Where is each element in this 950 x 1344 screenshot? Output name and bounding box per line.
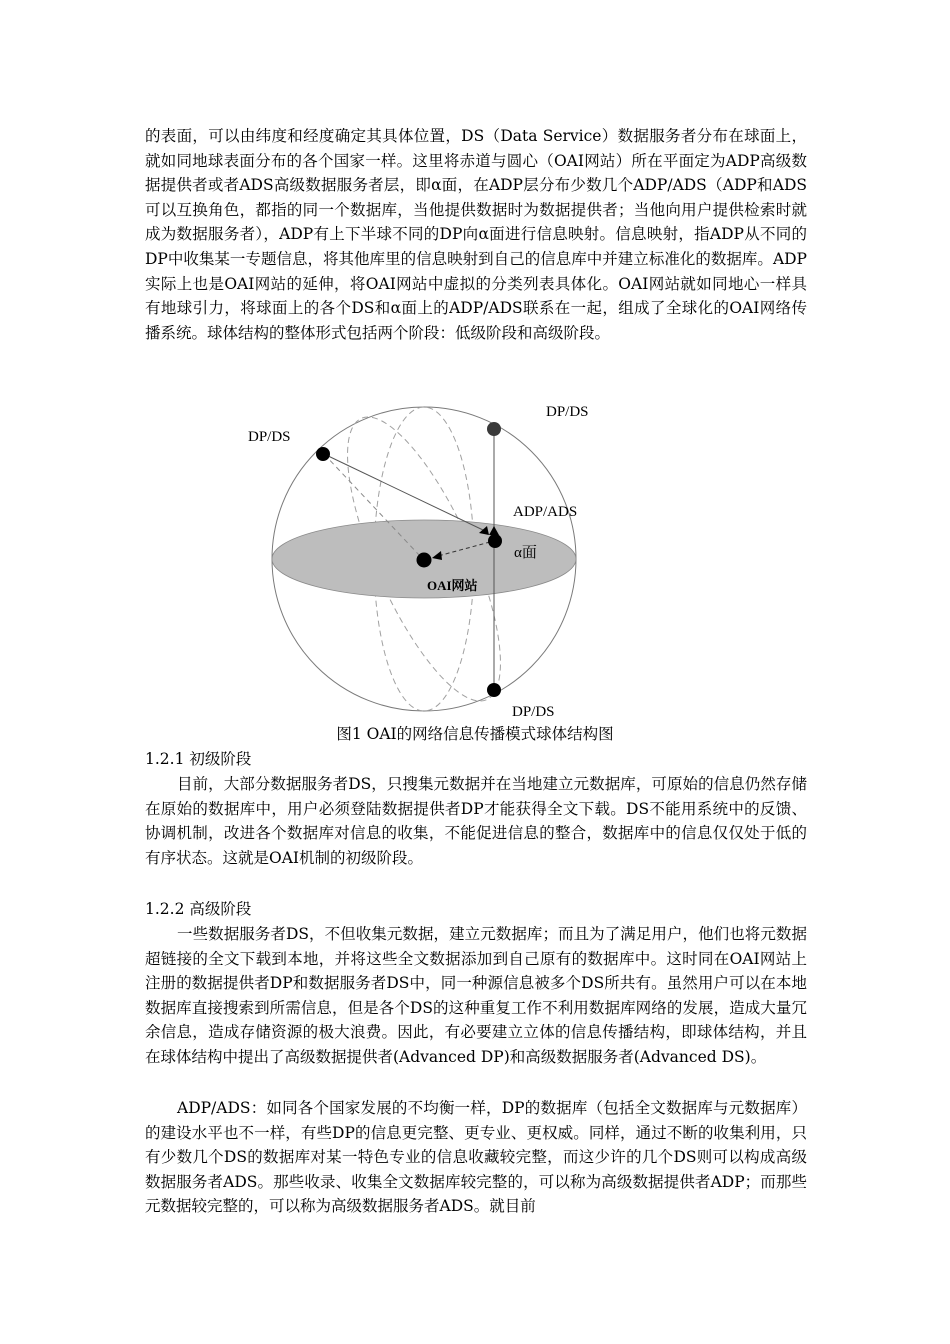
section-2-paragraph-2: ADP/ADS：如同各个国家发展的不均衡一样，DP的数据库（包括全文数据库与元数据库）的建设水平也不一样，有些DP的信息更完整、更专业、更权威。同样，通过不断的收集利用，只有少数几个DS的数据库对某一特色专业的信息收藏较完整，而这少许的几个DS则可以构成高级数据服务者ADS。那些收录、收集全文数据库较完整的，可以称为高级数据提供者ADP；而那些元数据较完整的，可以称为高级数据服务者ADS。就目前 xyxy=(145,1099,807,1216)
label-dp-ds-top-left: DP/DS xyxy=(248,429,291,445)
section-heading-2: 1.2.2 高级阶段 xyxy=(145,900,252,918)
mapping-line-left xyxy=(324,454,483,530)
label-dp-ds-bottom: DP/DS xyxy=(512,704,555,720)
intro-paragraph: 的表面，可以由纬度和经度确定其具体位置，DS（Data Service）数据服务者分布在球面上，就如同地球表面分布的各个国家一样。这里将赤道与圆心（OAI网站）所在平面定为ADP高级数据提供者或者ADS高级数据服务者层，即α面，在ADP层分布少数几个ADP/ADS（ADP和ADS可以互换角色，都指的同一个数据库，当他提供数据时为数据提供者；当他向用户提供检索时就成为数据服务者），ADP有上下半球不同的DP向α面进行信息映射。信息映射，指ADP从不同的DP中收集某一专题信息，将其他库里的信息映射到自己的信息库中并建立标准化的数据库。ADP实际上也是OAI网站的延伸，将OAI网站中虚拟的分类列表具体化。OAI网站就如同地心一样具有地球引力，将球面上的各个DS和α面上的ADP/ADS联系在一起，组成了全球化的OAI网络传播系统。球体结构的整体形式包括两个阶段：低级阶段和高级阶段。 xyxy=(145,127,807,342)
section-1-paragraph: 目前，大部分数据服务者DS，只搜集元数据并在当地建立元数据库，可原始的信息仍然存储在原始的数据库中，用户必须登陆数据提供者DP才能获得全文下载。DS不能用系统中的反馈、协调机制，改进各个数据库对信息的收集，不能促进信息的整合，数据库中的信息仅仅处于低的有序状态。这就是OAI机制的初级阶段。 xyxy=(145,775,807,867)
label-adp-ads: ADP/ADS xyxy=(513,504,578,520)
section-heading-1: 1.2.1 初级阶段 xyxy=(145,750,252,768)
node-oai-center xyxy=(417,553,432,568)
label-oai-site: OAI网站 xyxy=(427,578,478,593)
figure-caption: 图1 OAI的网络信息传播模式球体结构图 xyxy=(336,725,614,743)
node-adp-ads xyxy=(488,534,502,548)
label-dp-ds-top-right: DP/DS xyxy=(546,404,589,420)
node-bottom-dp xyxy=(487,683,501,697)
node-top-right-dp xyxy=(487,422,501,436)
node-top-left-dp xyxy=(316,447,330,461)
section-2-paragraph-1: 一些数据服务者DS，不但收集元数据，建立元数据库；而且为了满足用户，他们也将元数据超链接的全文下载到本地，并将这些全文数据添加到自己原有的数据库中。这时同在OAI网站上注册的数据提供者DP和数据服务者DS中，同一种源信息被多个DS所共有。虽然用户可以在本地数据库直接搜索到所需信息，但是各个DS的这种重复工作不利用数据库网络的发展，造成大量冗余信息，造成存储资源的极大浪费。因此，有必要建立立体的信息传播结构，即球体结构，并且在球体结构中提出了高级数据提供者(Advanced DP)和高级数据服务者(Advanced DS)。 xyxy=(145,925,807,1066)
label-alpha-plane: α面 xyxy=(514,545,537,561)
